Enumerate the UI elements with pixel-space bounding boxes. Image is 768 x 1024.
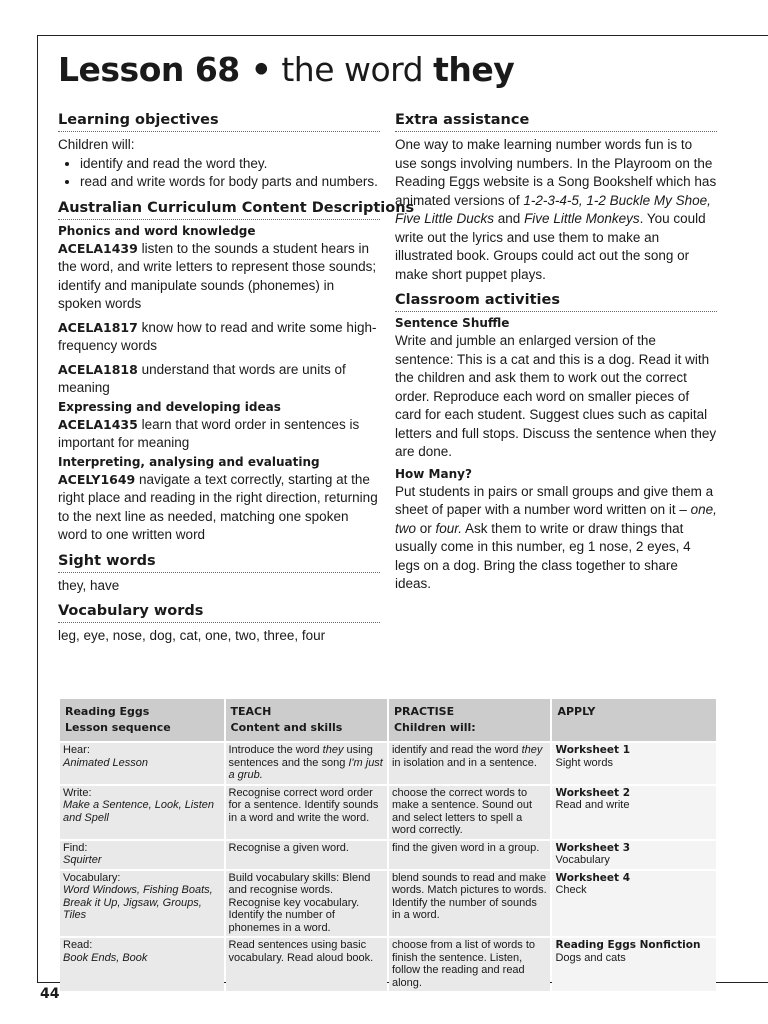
apply-cell xyxy=(552,871,716,937)
how-many-heading: How Many? xyxy=(395,466,472,481)
sequence-label: Vocabulary: xyxy=(63,871,121,884)
sight-words-heading: Sight words xyxy=(58,553,380,573)
worksheet-title: Worksheet 4 xyxy=(555,871,631,884)
sequence-activity: Word Windows, Fishing Boats, Break it Up, Jigsaw, Groups, Tiles xyxy=(63,884,213,921)
apply-cell xyxy=(552,938,716,991)
apply-cell xyxy=(552,841,716,869)
curriculum-code: ACELY1649 xyxy=(58,471,136,487)
worksheet-subtitle: Vocabulary xyxy=(555,854,610,866)
worksheet-subtitle: Read and write xyxy=(555,799,630,811)
sequence-cell xyxy=(60,841,224,869)
table-row xyxy=(60,786,716,839)
worksheet-subtitle: Dogs and cats xyxy=(555,951,626,964)
sequence-activity: Animated Lesson xyxy=(63,756,148,769)
curriculum-entry xyxy=(58,416,380,453)
sequence-label: Read: xyxy=(63,939,93,951)
worksheet-title: Worksheet 1 xyxy=(555,744,631,756)
song-titles: 1-2-3-4-5, 1-2 Buckle My Shoe, Five Little Ducks xyxy=(395,192,711,226)
worksheet-title: Reading Eggs Nonfiction xyxy=(555,939,701,951)
sentence-shuffle-heading: Sentence Shuffle xyxy=(395,316,510,330)
objectives-list xyxy=(58,155,380,192)
teach-emphasis: I'm just a grub. xyxy=(228,756,383,781)
title-lesson: Lesson 68 • xyxy=(58,50,272,89)
curriculum-entry xyxy=(58,471,380,545)
worksheet-title: Worksheet 3 xyxy=(555,841,631,854)
header-practise xyxy=(389,699,551,741)
teach-text: Introduce the word xyxy=(228,744,323,756)
how-many-emphasis: one, two xyxy=(395,502,717,536)
objective-item: • identify and read the word they. xyxy=(80,155,380,174)
sequence-activity: Book Ends, Book xyxy=(63,951,148,964)
how-many-part: Ask them to write or draw things that usually come in this number, eg 1 nose, 2 eyes, 4 legs on a dog. Bring the class together to share ideas. xyxy=(395,520,691,591)
right-column xyxy=(395,112,717,602)
practise-cell: choose from a list of words to finish the sentence. Listen, follow the reading and read along. xyxy=(389,938,551,991)
header-line: Children will: xyxy=(393,721,476,734)
practise-cell: choose the correct words to make a sentence. Sound out and select letters to spell a word correctly. xyxy=(389,786,551,839)
practise-cell: find the given word in a group. xyxy=(389,841,551,869)
classroom-activities-heading: Classroom activities xyxy=(395,292,717,312)
practise-text: in isolation and in a sentence. xyxy=(391,756,537,769)
extra-assistance-section xyxy=(395,112,717,284)
teach-text: using sentences and the song xyxy=(228,744,373,769)
curriculum-text: learn that word order in sentences is important for meaning xyxy=(58,416,360,450)
table-header-row xyxy=(60,699,716,741)
header-teach xyxy=(226,699,387,741)
sight-words-section xyxy=(58,553,380,596)
objective-item: • read and write words for body parts and numbers. xyxy=(80,173,380,192)
curriculum-code: ACELA1439 xyxy=(58,240,138,256)
table-row xyxy=(60,871,716,937)
how-many-text xyxy=(395,483,717,594)
learning-objectives-section xyxy=(58,112,380,192)
apply-cell xyxy=(552,743,716,784)
header-line: PRACTISE xyxy=(393,705,455,718)
sequence-activity: Squirter xyxy=(63,854,102,866)
header-line: TEACH xyxy=(230,705,272,718)
curriculum-entry xyxy=(58,361,380,398)
sentence-shuffle-text: Write and jumble an enlarged version of the sentence: This is a cat and this is a dog. Read it with the children and ask them to work out the correct order. Reproduce each word on smaller pieces of card for each student. Suggest clues such as capital letters and full stops. Discuss the sentence when they are done. xyxy=(395,333,717,459)
page-title xyxy=(58,50,514,89)
lesson-sequence-table xyxy=(58,697,718,993)
table-row xyxy=(60,841,716,869)
header-line: Reading Eggs xyxy=(65,705,150,718)
song-title: Five Little Monkeys xyxy=(524,211,640,226)
teach-cell: Read sentences using basic vocabulary. Read aloud book. xyxy=(226,938,387,991)
expressing-heading: Expressing and developing ideas xyxy=(58,399,281,414)
curriculum-code: ACELA1817 xyxy=(58,319,138,335)
teach-cell: Recognise a given word. xyxy=(226,841,387,869)
objectives-intro: Children will: xyxy=(58,137,135,152)
curriculum-code: ACELA1435 xyxy=(58,416,138,432)
interpreting-heading: Interpreting, analysing and evaluating xyxy=(58,454,320,469)
left-column xyxy=(58,112,415,654)
sequence-activity: Make a Sentence, Look, Listen and Spell xyxy=(63,799,215,824)
extra-text-part: and xyxy=(494,211,525,226)
curriculum-text: know how to read and write some high-frequency words xyxy=(58,319,377,353)
practise-emphasis: they xyxy=(521,744,543,756)
classroom-activities-section xyxy=(395,292,717,594)
sequence-label: Hear: xyxy=(63,744,90,756)
vocabulary-heading: Vocabulary words xyxy=(58,603,380,623)
worksheet-title: Worksheet 2 xyxy=(555,786,631,799)
title-middle: the word xyxy=(271,50,434,89)
header-apply xyxy=(552,699,716,741)
how-many-part: Put students in pairs or small groups and give them a sheet of paper with a number word written on it – xyxy=(395,483,714,517)
curriculum-entry xyxy=(58,240,380,314)
curriculum-heading: Australian Curriculum Content Descriptions xyxy=(58,200,380,220)
curriculum-text: navigate a text correctly, starting at the right place and reading in the right direction, returning to the next line as needed, matching one spoken word to one written word xyxy=(58,471,378,542)
teach-cell: Recognise correct word order for a sentence. Identify sounds in a word and write the word. xyxy=(226,786,387,839)
extra-assistance-text xyxy=(395,136,717,284)
extra-assistance-heading: Extra assistance xyxy=(395,112,717,132)
sight-words-text: they, have xyxy=(58,577,120,593)
sequence-cell xyxy=(60,786,224,839)
practise-text: identify and read the word xyxy=(391,744,522,756)
curriculum-text: listen to the sounds a student hears in the word, and write letters to represent those sounds; identify and manipulate sounds (phonemes) in spoken words xyxy=(58,240,377,311)
how-many-emphasis: four. xyxy=(435,520,463,536)
sequence-label: Write: xyxy=(63,786,92,799)
practise-cell xyxy=(389,743,551,784)
teach-cell: Build vocabulary skills: Blend and recognise words. Recognise key vocabulary. Identify the number of phonemes in a word. xyxy=(226,871,387,937)
how-many-part: or xyxy=(416,520,436,536)
vocabulary-section xyxy=(58,603,380,646)
curriculum-code: ACELA1818 xyxy=(58,361,138,377)
curriculum-entry xyxy=(58,319,380,356)
table-row xyxy=(60,743,716,784)
sequence-cell xyxy=(60,743,224,784)
teach-cell xyxy=(226,743,387,784)
sequence-cell xyxy=(60,938,224,991)
curriculum-text: understand that words are units of meaning xyxy=(58,361,346,395)
curriculum-section xyxy=(58,199,415,545)
teach-emphasis: they xyxy=(322,744,344,756)
vocabulary-text: leg, eye, nose, dog, cat, one, two, three, four xyxy=(58,628,326,643)
title-word: they xyxy=(433,50,515,89)
header-line: Lesson sequence xyxy=(65,721,171,734)
header-line: APPLY xyxy=(557,705,596,718)
sequence-label: Find: xyxy=(63,841,88,854)
header-reading-eggs xyxy=(60,699,224,741)
extra-text-part: One way to make learning number words fun is to use songs involving numbers. In the Playroom on the Reading Eggs website is a Song Bookshelf which has animated versions of xyxy=(395,137,717,208)
learning-objectives-heading: Learning objectives xyxy=(58,112,380,132)
table-row xyxy=(60,938,716,991)
worksheet-subtitle: Sight words xyxy=(555,756,613,769)
extra-text-part: . You could write out the lyrics and use them to make an illustrated book. Groups could act out the song or make short puppet plays. xyxy=(395,211,706,282)
phonics-heading: Phonics and word knowledge xyxy=(58,223,256,238)
page-number: 44 xyxy=(40,986,60,1002)
worksheet-subtitle: Check xyxy=(555,884,587,896)
apply-cell xyxy=(552,786,716,839)
header-line: Content and skills xyxy=(230,721,343,734)
practise-cell: blend sounds to read and make words. Match pictures to words. Identify the number of sounds in a word. xyxy=(389,871,551,937)
sequence-cell xyxy=(60,871,224,937)
